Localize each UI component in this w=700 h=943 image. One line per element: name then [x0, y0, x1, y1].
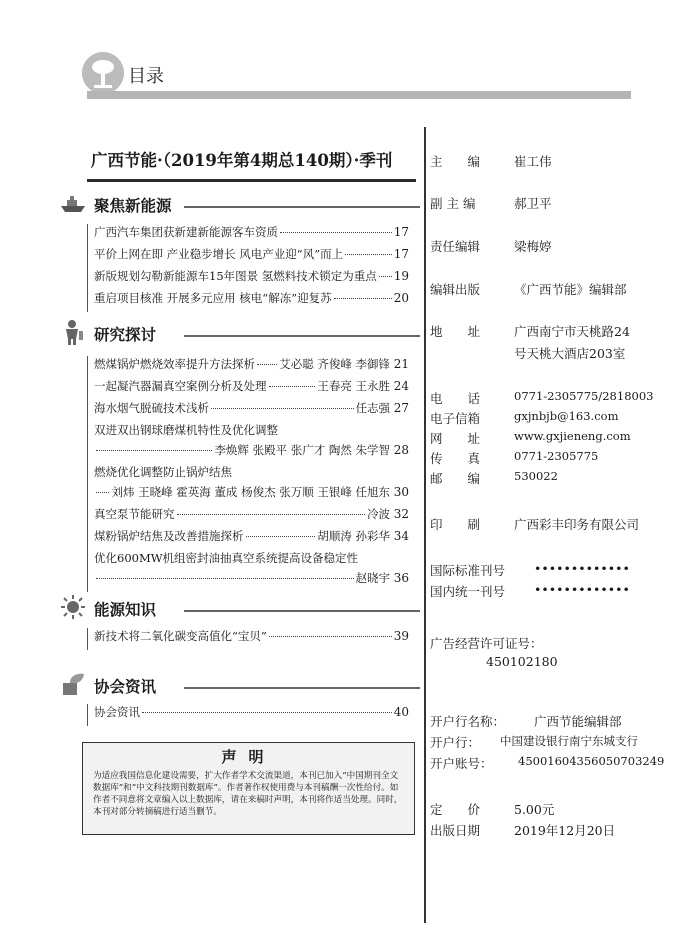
entry-title: 真空泵节能研究	[94, 507, 175, 521]
toc-entry[interactable]	[94, 290, 409, 312]
entry-page: 40	[393, 705, 409, 719]
toc-entry[interactable]	[94, 378, 409, 400]
column-divider	[424, 127, 426, 923]
masthead-label: 国际标准刊号	[430, 563, 506, 578]
section-rule	[184, 335, 420, 337]
section-rule	[184, 206, 420, 208]
entry-page: 28	[393, 443, 409, 457]
leader-dots	[142, 712, 392, 713]
sun-icon	[60, 594, 86, 620]
toc-entry[interactable]	[94, 550, 409, 570]
masthead-label: 开户行：	[430, 735, 481, 750]
entry-page: 36	[393, 571, 409, 585]
masthead-value: www.gxjieneng.com	[514, 429, 631, 443]
masthead-label: 定 价	[430, 802, 481, 817]
section-heading	[60, 190, 420, 220]
entry-authors: 胡顺涛 孙彩华	[317, 529, 391, 543]
masthead-value: 广西南宁市天桃路24	[514, 324, 630, 339]
header-bar	[87, 91, 631, 99]
leader-dots	[269, 636, 392, 637]
masthead-label: 印 刷	[430, 517, 481, 532]
masthead-label: 开户账号：	[430, 756, 493, 771]
toc-entry[interactable]	[94, 422, 409, 442]
masthead-value: 2019年12月20日	[514, 823, 616, 838]
masthead-value: 号天桃大酒店203室	[514, 346, 626, 361]
issue-line: 广西节能·（2019年第4期总140期）·季刊	[91, 151, 393, 170]
leader-dots	[211, 408, 354, 409]
notice-box	[82, 742, 415, 835]
leaf-icon	[60, 671, 86, 697]
section-heading	[60, 594, 420, 624]
section-title: 研究探讨	[94, 326, 157, 344]
toc-entry-continued[interactable]	[94, 442, 409, 464]
section-title: 能源知识	[94, 601, 157, 619]
entry-page: 39	[393, 629, 409, 643]
toc-entry[interactable]	[94, 528, 409, 550]
masthead-value: 郝卫平	[514, 196, 552, 211]
entry-title: 平价上网在即 产业稳步增长 风电产业迎“风”而上	[94, 247, 344, 261]
entry-authors: 李焕辉 张殿平 张广才 陶然 朱学智	[214, 443, 391, 457]
entry-page: 34	[393, 529, 409, 543]
toc-entry[interactable]	[94, 224, 409, 246]
masthead-value: •••••••••••••	[534, 561, 630, 576]
toc-entry[interactable]	[94, 356, 409, 378]
leader-dots	[345, 254, 392, 255]
toc-entry-continued[interactable]	[94, 484, 409, 506]
leader-dots	[280, 232, 392, 233]
masthead-label: 国内统一刊号	[430, 584, 506, 599]
entry-page: 27	[393, 401, 409, 415]
masthead-value: 5.00元	[514, 802, 555, 817]
notice-body: 为适应我国信息化建设需要，扩大作者学术交流渠道，本刊已加入“中国期刊全文数据库”和“中文科技期刊数据库”。作者著作权使用费与本刊稿酬一次性给付。如作者不同意将文章编入以上数据库，请在来稿时声明，本刊将作适当处理。同时，本刊对部分转摘稿进行适当删节。	[93, 771, 403, 817]
toc-entry[interactable]	[94, 628, 409, 650]
section-heading	[60, 671, 420, 701]
masthead-value: 崔工伟	[514, 154, 552, 169]
masthead-label: 电 话	[430, 391, 481, 406]
masthead-label: 传 真	[430, 451, 481, 466]
masthead-label: 出版日期	[430, 823, 481, 838]
entry-authors: 王春亮 王永胜	[317, 379, 391, 393]
leader-dots	[246, 536, 316, 537]
masthead-label: 网 址	[430, 431, 481, 446]
entry-authors: 任志强	[355, 401, 391, 415]
masthead-value: 梁梅婷	[514, 239, 552, 254]
researcher-icon	[60, 319, 86, 345]
masthead-value: 广西彩丰印务有限公司	[514, 517, 640, 532]
toc-entry[interactable]	[94, 400, 409, 422]
toc-entry[interactable]	[94, 268, 409, 290]
entry-authors: 赵晓宇	[355, 571, 391, 585]
entry-title: 燃烧优化调整防止锅炉结焦	[94, 465, 232, 479]
toc-list	[87, 356, 409, 592]
toc-entry[interactable]	[94, 246, 409, 268]
masthead-label: 副 主 编	[430, 196, 476, 211]
masthead-label: 责任编辑	[430, 239, 481, 254]
entry-authors: 冷波	[367, 507, 391, 521]
section-rule	[184, 687, 420, 689]
section-heading	[60, 319, 420, 349]
masthead-label: 广告经营许可证号：	[430, 636, 543, 651]
masthead-label: 开户行名称：	[430, 714, 506, 729]
entry-title: 新技术将二氧化碳变高值化“宝贝”	[94, 629, 267, 643]
masthead-value: 45001604356050703249	[518, 754, 665, 768]
entry-title: 优化600MW机组密封油抽真空系统提高设备稳定性	[94, 551, 359, 565]
leader-dots	[257, 364, 277, 365]
masthead-label: 地 址	[430, 324, 481, 339]
section-rule	[184, 610, 420, 612]
masthead-value: 450102180	[486, 654, 558, 669]
entry-title: 双进双出钢球磨煤机特性及优化调整	[94, 423, 278, 437]
section-title: 协会资讯	[94, 678, 157, 696]
leader-dots	[96, 450, 212, 451]
entry-page: 24	[393, 379, 409, 393]
issue-rule	[87, 179, 416, 182]
masthead-value: 《广西节能》编辑部	[514, 282, 627, 297]
page-title: 目录	[128, 66, 164, 87]
masthead-label: 主 编	[430, 154, 481, 169]
entry-page: 21	[393, 357, 409, 371]
masthead-value: 中国建设银行南宁东城支行	[500, 734, 638, 748]
entry-title: 新版规划勾勒新能源车15年图景 氢燃料技术锁定为重点	[94, 269, 377, 283]
leader-dots	[334, 298, 392, 299]
leader-dots	[96, 492, 109, 493]
entry-title: 一起凝汽器漏真空案例分析及处理	[94, 379, 267, 393]
toc-list	[87, 704, 409, 726]
leader-dots	[177, 514, 366, 515]
tree-logo-icon	[82, 52, 124, 94]
entry-title: 重启项目核准 开展多元应用 核电“解冻”迎复苏	[94, 291, 332, 305]
entry-page: 19	[393, 269, 409, 283]
leader-dots	[96, 578, 354, 579]
section-title: 聚焦新能源	[94, 197, 172, 215]
entry-title: 燃煤锅炉燃烧效率提升方法探析	[94, 357, 255, 371]
entry-title: 海水烟气脱硫技术浅析	[94, 401, 209, 415]
entry-authors: 刘炜 王晓峰 霍英海 董成 杨俊杰 张万顺 王银峰 任旭东	[111, 485, 391, 499]
ship-icon	[60, 190, 86, 216]
entry-authors: 艾必聪 齐俊峰 李御锋	[279, 357, 391, 371]
entry-page: 17	[393, 225, 409, 239]
masthead-value: •••••••••••••	[534, 582, 630, 597]
leader-dots	[379, 276, 392, 277]
masthead-value: gxjnbjb@163.com	[514, 409, 619, 423]
toc-entry[interactable]	[94, 506, 409, 528]
entry-page: 20	[393, 291, 409, 305]
entry-page: 30	[393, 485, 409, 499]
masthead-value: 0771-2305775/2818003	[514, 389, 654, 403]
notice-heading: 声明	[221, 748, 276, 766]
leader-dots	[269, 386, 316, 387]
toc-entry[interactable]	[94, 464, 409, 484]
masthead-label: 邮 编	[430, 471, 481, 486]
entry-title: 煤粉锅炉结焦及改善措施探析	[94, 529, 244, 543]
entry-page: 32	[393, 507, 409, 521]
masthead-label: 编辑出版	[430, 282, 481, 297]
toc-entry[interactable]	[94, 704, 409, 726]
toc-list	[87, 628, 409, 650]
toc-list	[87, 224, 409, 312]
masthead-label: 电子信箱	[430, 411, 481, 426]
entry-title: 协会资讯	[94, 705, 140, 719]
masthead-value: 广西节能编辑部	[534, 714, 622, 729]
entry-title: 广西汽车集团获新建新能源客车资质	[94, 225, 278, 239]
masthead-value: 0771-2305775	[514, 449, 599, 463]
toc-entry-continued[interactable]	[94, 570, 409, 592]
entry-page: 17	[393, 247, 409, 261]
masthead-value: 530022	[514, 469, 558, 483]
